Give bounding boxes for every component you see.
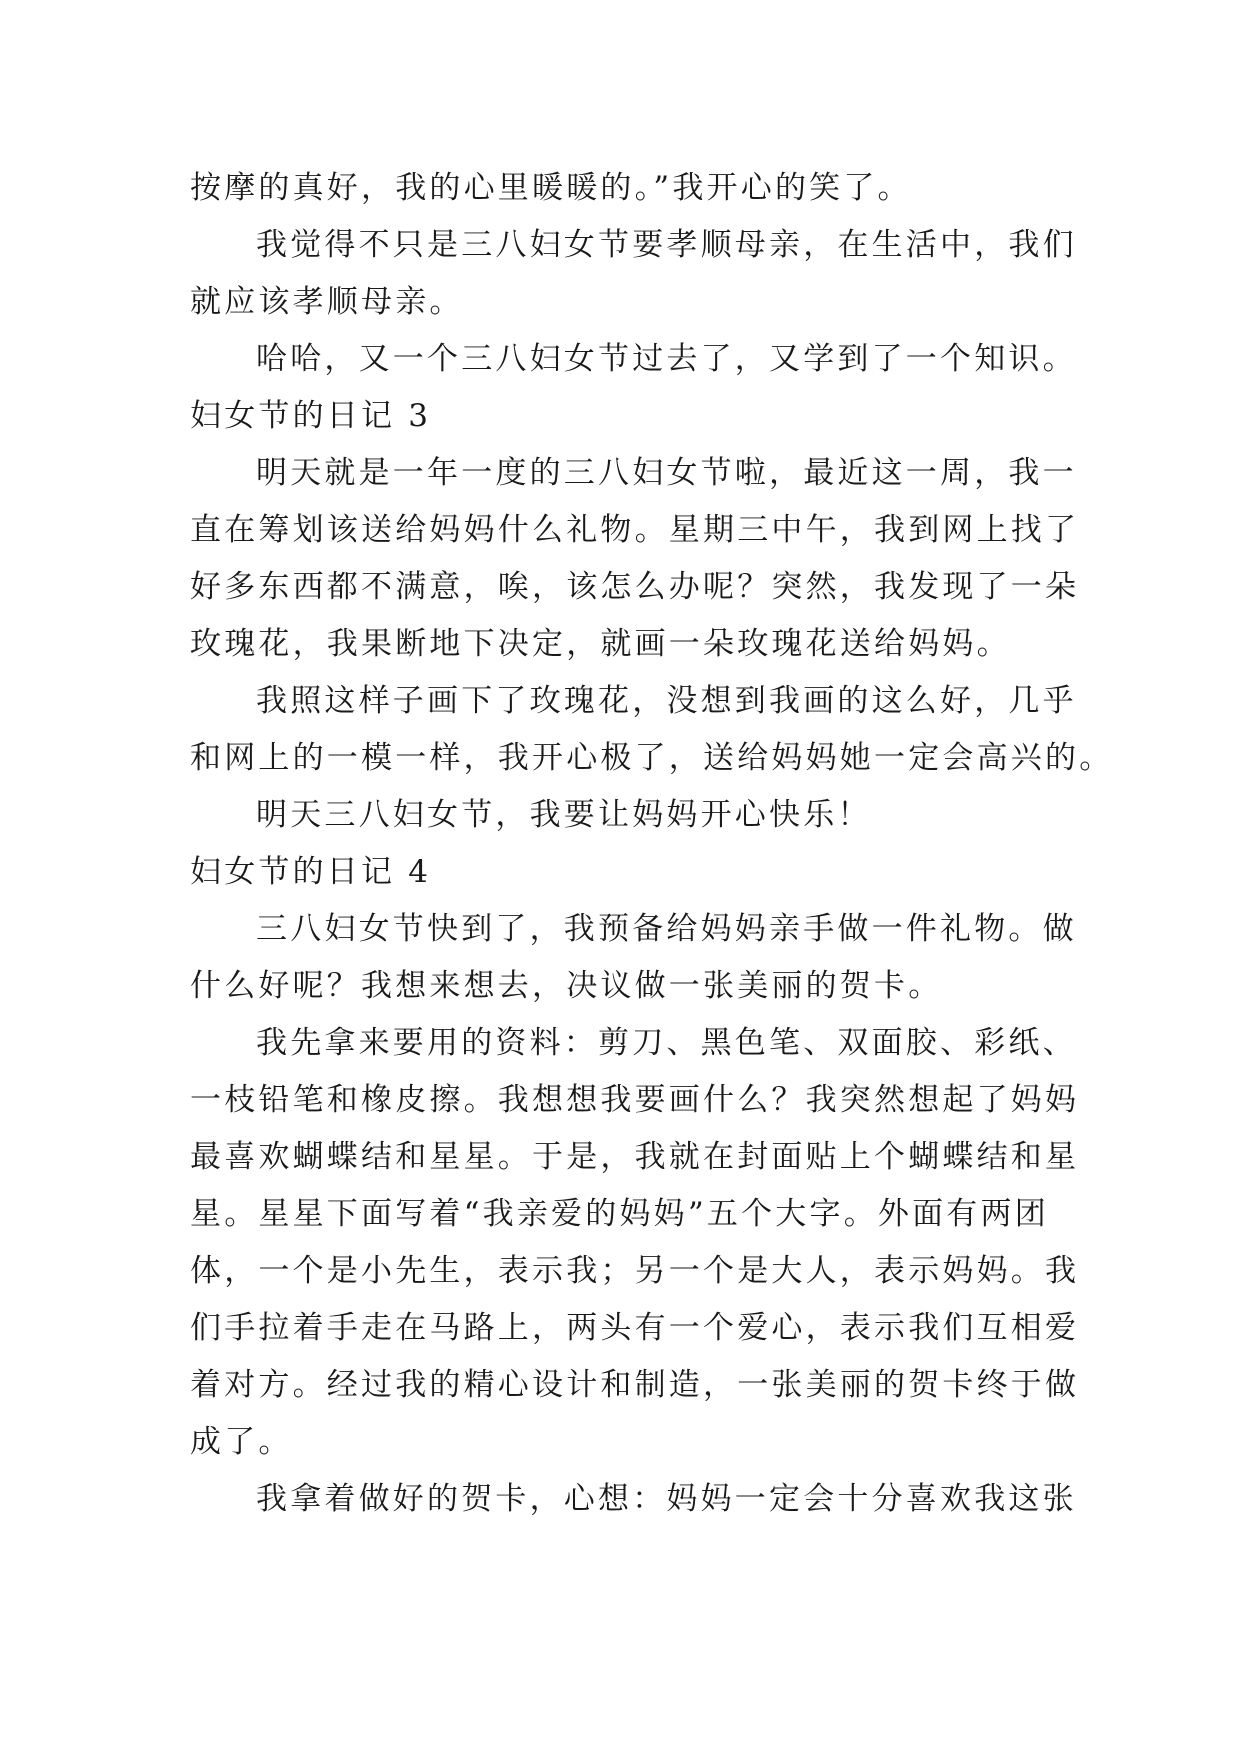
paragraph-line: 和网上的一模一样，我开心极了，送给妈妈她一定会高兴的。: [190, 740, 1114, 776]
paragraph-line: 体，一个是小先生，表示我；另一个是大人，表示妈妈。我: [190, 1253, 1080, 1289]
paragraph-line: 成了。: [190, 1424, 293, 1460]
paragraph-line: 直在筹划该送给妈妈什么礼物。星期三中午，我到网上找了: [190, 512, 1080, 548]
paragraph-line: 星。星星下面写着“我亲爱的妈妈”五个大字。外面有两团: [190, 1196, 1049, 1232]
paragraph-line: 三八妇女节快到了，我预备给妈妈亲手做一件礼物。做: [256, 911, 1077, 947]
paragraph-line: 一枝铅笔和橡皮擦。我想想我要画什么？我突然想起了妈妈: [190, 1082, 1080, 1118]
paragraph-line: 着对方。经过我的精心设计和制造，一张美丽的贺卡终于做: [190, 1367, 1080, 1403]
paragraph-line: 什么好呢？我想来想去，决议做一张美丽的贺卡。: [190, 968, 943, 1004]
paragraph-line: 我先拿来要用的资料：剪刀、黑色笔、双面胶、彩纸、: [256, 1025, 1077, 1061]
paragraph-line: 我拿着做好的贺卡，心想：妈妈一定会十分喜欢我这张: [256, 1481, 1077, 1517]
paragraph-line: 玫瑰花，我果断地下决定，就画一朵玫瑰花送给妈妈。: [190, 626, 1011, 662]
paragraph-line: 明天就是一年一度的三八妇女节啦，最近这一周，我一: [256, 455, 1077, 491]
paragraph-line: 们手拉着手走在马路上，两头有一个爱心，表示我们互相爱: [190, 1310, 1080, 1346]
paragraph-line: 我觉得不只是三八妇女节要孝顺母亲，在生活中，我们: [256, 227, 1077, 263]
paragraph-line: 按摩的真好，我的心里暖暖的。”我开心的笑了。: [190, 170, 912, 206]
paragraph-line: 我照这样子画下了玫瑰花，没想到我画的这么好，几乎: [256, 683, 1077, 719]
paragraph-line: 好多东西都不满意，唉，该怎么办呢？突然，我发现了一朵: [190, 569, 1080, 605]
paragraph-line: 明天三八妇女节，我要让妈妈开心快乐！: [256, 797, 872, 833]
paragraph-line: 最喜欢蝴蝶结和星星。于是，我就在封面贴上个蝴蝶结和星: [190, 1139, 1080, 1175]
section-heading: 妇女节的日记 3: [190, 398, 432, 434]
paragraph-line: 哈哈，又一个三八妇女节过去了，又学到了一个知识。: [256, 341, 1077, 377]
document-body: [190, 160, 1114, 1528]
section-heading: 妇女节的日记 4: [190, 854, 432, 890]
paragraph-line: 就应该孝顺母亲。: [190, 284, 464, 320]
